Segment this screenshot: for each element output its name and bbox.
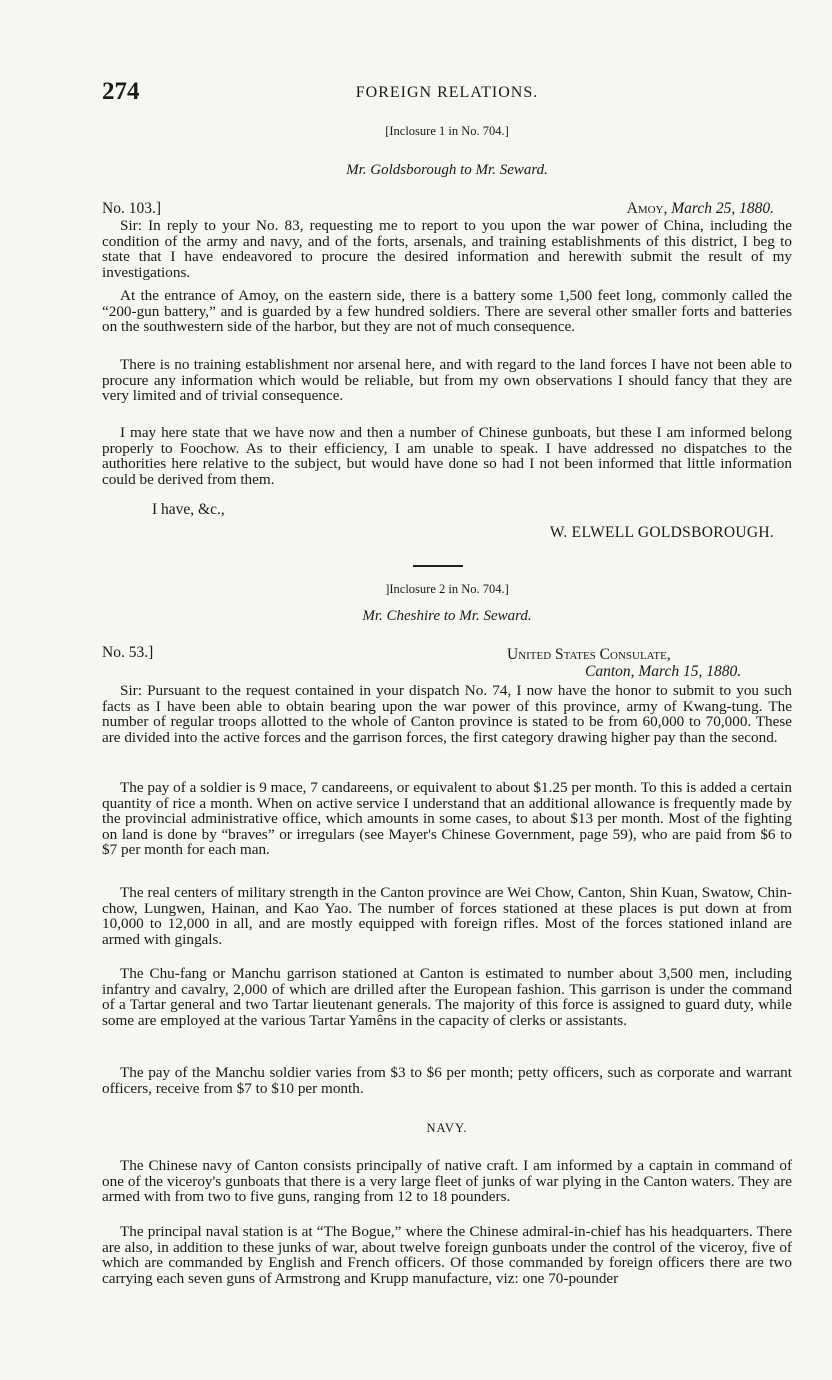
page-number: 274: [102, 78, 140, 105]
letter-2-title: Mr. Cheshire to Mr. Seward.: [362, 608, 532, 624]
letter-1-date: March 25, 1880.: [671, 200, 774, 217]
letter-2-paragraph: The pay of the Manchu soldier varies from $3 to $6 per month; petty officers, such as corporate and warrant officers, receive from $7 to $10 per month.: [102, 1064, 792, 1097]
letter-2-paragraph: Sir: Pursuant to the request contained in your dispatch No. 74, I now have the honor to submit to you such facts as I have been able to obtain bearing upon the war power of this province, army of Kwang-tung. The number of regular troops allotted to the whole of Canton province is stated to be from 60,000 to 70,000. These are divided into the active forces and the garrison forces, the first category drawing higher pay than the second.: [102, 682, 792, 746]
inclosure-1-label: [Inclosure 1 in No. 704.]: [385, 124, 509, 138]
letter-1-signature: W. ELWELL GOLDSBOROUGH.: [549, 524, 774, 541]
letter-2-place-date: Canton, March 15, 1880.: [585, 663, 742, 680]
letter-1-closing: I have, &c.,: [152, 501, 225, 518]
letter-1-paragraph: At the entrance of Amoy, on the eastern side, there is a battery some 1,500 feet long, commonly called the “200-gun battery,” and is guarded by a few hundred soldiers. There are several other smaller forts and batteries on the southwestern side of the harbor, but they are not of much consequence.: [102, 287, 792, 336]
inclosure-2-label: ]Inclosure 2 in No. 704.]: [385, 582, 509, 596]
navy-heading: NAVY.: [426, 1121, 468, 1135]
letter-1-place-date: [627, 201, 774, 218]
letter-1-number: No. 103.]: [102, 200, 161, 217]
letter-1-title: Mr. Goldsborough to Mr. Seward.: [346, 162, 548, 178]
letter-1-dateline: [102, 201, 792, 218]
letter-1-paragraph: Sir: In reply to your No. 83, requesting me to report to you upon the war power of China, including the condition of the army and navy, and of the forts, arsenals, and training establishments of this district, I beg to state that I have endeavored to procure the desired information and herewith submit the result of my investigations.: [102, 217, 792, 281]
letter-2-paragraph: The Chu-fang or Manchu garrison stationed at Canton is estimated to number about 3,500 men, including infantry and cavalry, 2,000 of which are drilled after the European fashion. This garrison is under the command of a Tartar general and two Tartar lieutenant generals. The majority of this force is assigned to guard duty, while some are employed at the various Tartar Yamêns in the capacity of clerks or assistants.: [102, 965, 792, 1029]
navy-paragraph: The Chinese navy of Canton consists principally of native craft. I am informed by a captain in command of one of the viceroy's gunboats that there is a very large fleet of junks of war plying in the Canton waters. They are armed with from two to five guns, ranging from 12 to 18 pounders.: [102, 1157, 792, 1206]
letter-2-paragraph: The real centers of military strength in the Canton province are Wei Chow, Canton, Shin Kuan, Swatow, Chin-chow, Lungwen, Hainan, and Kao Yao. The number of forces stationed at these places is put down at from 10,000 to 12,000 in all, and are mostly equipped with foreign rifles. Most of the forces stationed inland are armed with gingals.: [102, 884, 792, 948]
letter-2-office: United States Consulate,: [507, 646, 671, 663]
running-title: FOREIGN RELATIONS.: [355, 84, 539, 101]
letter-1-paragraph: I may here state that we have now and then a number of Chinese gunboats, but these I am informed belong properly to Foochow. As to their efficiency, I am unable to speak. I have addressed no dispatches to the authorities here relative to the subject, but would have done so had I not been informed that little information could be derived from them.: [102, 424, 792, 488]
letter-1-place: Amoy,: [626, 200, 668, 217]
letter-2-number: No. 53.]: [102, 644, 154, 661]
page-header: [102, 78, 792, 110]
letter-2-paragraph: The pay of a soldier is 9 mace, 7 candareens, or equivalent to about $1.25 per month. To this is added a certain quantity of rice a month. When on active service I understand that an additional allowance is frequently made by the provincial administrative office, which amounts in some cases, to about $13 per month. Most of the fighting on land is done by “braves” or irregulars (see Mayer's Chinese Government, page 59), who are paid from $6 to $7 per month for each man.: [102, 779, 792, 859]
section-divider: [413, 565, 463, 567]
navy-paragraph: The principal naval station is at “The Bogue,” where the Chinese admiral-in-chief has his headquarters. There are also, in addition to these junks of war, about twelve foreign gunboats under the control of the viceroy, five of which are commanded by English and French officers. Of those commanded by foreign officers there are two carrying each seven guns of Armstrong and Krupp manufacture, viz: one 70-pounder: [102, 1223, 792, 1287]
letter-1-paragraph: There is no training establishment nor arsenal here, and with regard to the land forces I have not been able to procure any information which would be reliable, but from my own observations I should fancy that they are very limited and of trivial consequence.: [102, 356, 792, 405]
